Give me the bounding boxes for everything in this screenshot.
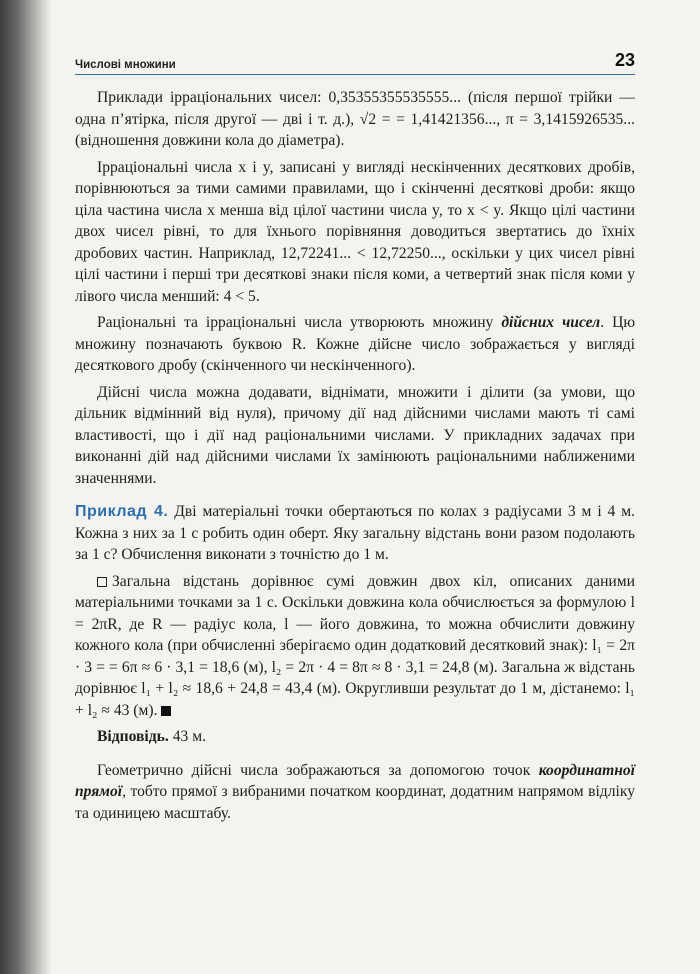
example-4 bbox=[75, 501, 635, 566]
paragraph-coordinate-line bbox=[75, 760, 635, 825]
solution-paragraph bbox=[75, 571, 635, 722]
paragraph-text: . Цю множину позначають буквою R. Кожне дійсне число зображається у вигляді десяткового дробу (скінченного чи нескінченного). bbox=[75, 314, 635, 374]
page-number: 23 bbox=[614, 50, 635, 70]
term-real-numbers: дійсних чисел bbox=[501, 314, 601, 331]
page-header bbox=[75, 50, 635, 75]
paragraph-text: , тобто прямої з вибраними початком координат, додатним напрямом відліку та одиницею масштабу. bbox=[75, 783, 635, 822]
paragraph-operations: Дійсні числа можна додавати, віднімати, множити і ділити (за умови, що дільник відмінний від нуля), причому дії над дійсними числами мають ті самі властивості, що і дії над раціональними числами. У прикладних задачах при виконанні дій над дійсними числами їх замінюють раціональними наближеними значеннями. bbox=[75, 383, 635, 487]
running-head: Числові множини bbox=[75, 59, 176, 71]
answer-label: Відповідь. bbox=[97, 728, 169, 745]
solution-start-square-icon bbox=[97, 577, 107, 587]
paragraph-text: Раціональні та ірраціональні числа утворюють множину bbox=[97, 314, 502, 331]
paragraph-real-numbers-definition bbox=[75, 312, 635, 377]
answer-value: 43 м. bbox=[168, 728, 206, 745]
answer-paragraph bbox=[75, 726, 635, 748]
example-label: Приклад 4. bbox=[75, 503, 169, 520]
paragraph-irrational-examples: Приклади ірраціональних чисел: 0,35355355535555... (після першої трійки — одна п’ятірка, після другої — дві і т. д.), √2 = = 1,41421356..., π = 3,1415926535... (відношення довжини кола до діаметра). bbox=[75, 89, 635, 149]
textbook-page bbox=[75, 50, 635, 829]
term-coordinate-line: координатної прямої bbox=[75, 761, 635, 800]
solution-end-square-icon bbox=[161, 706, 171, 716]
example-text: Дві матеріальні точки обертаються по колах з радіусами 3 м і 4 м. Кожна з них за 1 с робить один оберт. Яку загальну відстань вони разом подолають за 1 с? Обчислення виконати з точністю до 1 м. bbox=[75, 503, 635, 563]
solution-text: Загальна відстань дорівнює сумі довжин двох кіл, описаних даними матеріальними точками за 1 с. Оскільки довжина кола обчислюється за формулою l = 2πR, де R — радіус кола, l — його довжина, то можна обчислити довжину кожного кола (при обчисленні зберігаємо один додатковий десятковий знак): l₁ = 2π · 3 = = 6π ≈ 6 · 3,1 = 18,6 (м), l₂ = 2π · 4 = 8π ≈ 8 · 3,1 = 24,8 (м). Загальна ж відстань дорівнює l₁ + l₂ ≈ 18,6 + 24,8 = 43,4 (м). Округливши результат до 1 м, дістанемо: l₁ + l₂ ≈ 43 (м). bbox=[75, 572, 635, 719]
book-spine-shadow bbox=[0, 0, 52, 974]
paragraph-text: Геометрично дійсні числа зображаються за допомогою точок bbox=[97, 761, 539, 779]
page-body bbox=[75, 87, 635, 824]
paragraph-comparison-rule: Ірраціональні числа x і y, записані у вигляді нескінченних десяткових дробів, порівнюються за тими самими правилами, що і скінченні десяткові дроби: якщо ціла частина числа x менша від цілої частини числа y, то x < y. Якщо цілі частини двох чисел рівні, то для їхнього порівняння доводиться звертатись до їхніх дробових частин. Наприклад, 12,72241... < 12,72250..., оскільки у цих чисел рівні цілі частини і перші три десяткові знаки після коми, а четвертий знак після коми у лівого числа менший: 4 < 5. bbox=[75, 158, 635, 305]
